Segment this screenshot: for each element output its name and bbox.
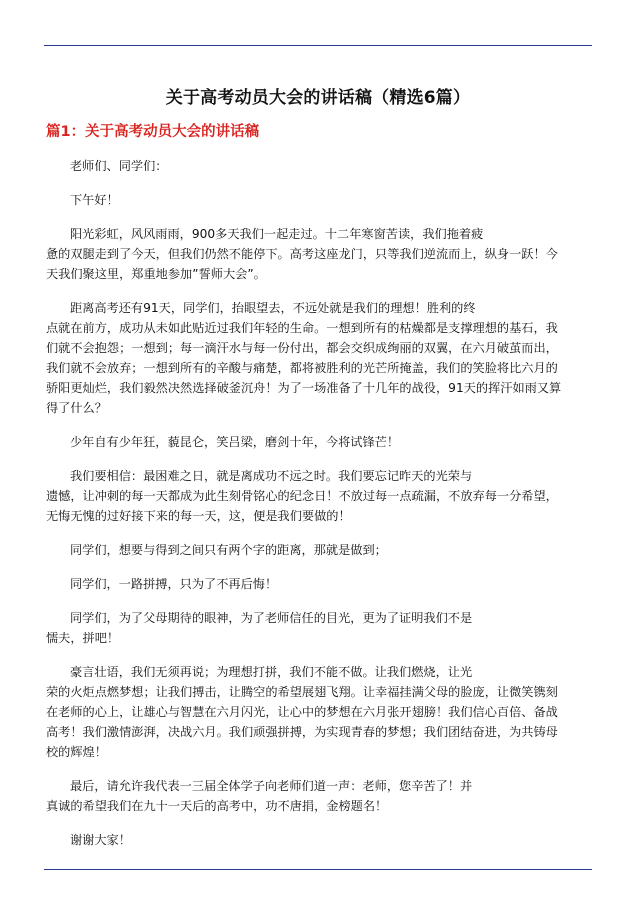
- paragraph-line: 距离高考还有91天，同学们，抬眼望去，不远处就是我们的理想！胜利的终: [70, 301, 476, 315]
- paragraph-line: 无悔无愧的过好接下来的每一天，这，便是我们要做的！: [46, 509, 351, 523]
- paragraph: [46, 190, 592, 210]
- paragraph-line: 骄阳更灿烂，我们毅然决然选择破釜沉舟！为了一场准备了十几年的战役，91天的挥汗如雨又算: [46, 381, 562, 395]
- paragraph-line: 得了什么？: [46, 401, 107, 415]
- paragraph-line: 同学们，为了父母期待的眼神，为了老师信任的目光，更为了证明我们不是: [70, 611, 473, 625]
- paragraph-line: 荣的火炬点燃梦想；让我们搏击，让腾空的希望展翅飞翔。让幸福挂满父母的脸庞，让微笑镌刻: [46, 685, 558, 699]
- section-title: 篇1：关于高考动员大会的讲话稿: [46, 124, 260, 140]
- paragraph: [46, 156, 592, 176]
- paragraph-line: 谢谢大家！: [70, 833, 131, 847]
- paragraph: [46, 830, 592, 850]
- paragraph-line: 惫的双腿走到了今天，但我们仍然不能停下。高考这座龙门，只等我们逆流而上，纵身一跃！今: [46, 247, 558, 261]
- paragraph: [46, 662, 592, 762]
- paragraph-line: 同学们，想要与得到之间只有两个字的距离，那就是做到；: [70, 543, 387, 557]
- paragraph-line: 最后，请允许我代表一三届全体学子向老师们道一声：老师，您辛苦了！并: [70, 779, 473, 793]
- paragraph-line: 在老师的心上，让雄心与智慧在六月闪光，让心中的梦想在六月张开翅膀！我们信心百倍、备战: [46, 705, 558, 719]
- paragraph: [46, 224, 592, 284]
- paragraph: [46, 540, 592, 560]
- paragraph-line: 高考！我们激情澎湃，决战六月。我们顽强拼搏，为实现青春的梦想；我们团结奋进，为共铸母: [46, 725, 558, 739]
- document-body: [46, 156, 592, 864]
- paragraph-line: 我们要相信：最困难之日，就是离成功不远之时。我们要忘记昨天的光荣与: [70, 469, 473, 483]
- document-title: 关于高考动员大会的讲话稿（精选6篇）: [165, 88, 471, 108]
- paragraph-line: 天我们聚这里，郑重地参加”誓师大会”。: [46, 267, 266, 281]
- paragraph-line: 我们就不会放弃；一想到所有的辛酸与痛楚，都将被胜利的光芒所掩盖，我们的笑脸将比六月的: [46, 361, 558, 375]
- paragraph: [46, 432, 592, 452]
- paragraph: [46, 466, 592, 526]
- paragraph: [46, 298, 592, 418]
- footer-rule: [44, 869, 592, 870]
- paragraph-line: 同学们，一路拼搏，只为了不再后悔！: [70, 577, 278, 591]
- paragraph-line: 下午好！: [70, 193, 119, 207]
- paragraph-line: 少年自有少年狂，藐昆仑，笑吕梁，磨剑十年，今将试锋芒！: [70, 435, 400, 449]
- paragraph: [46, 574, 592, 594]
- paragraph: [46, 776, 592, 816]
- paragraph: [46, 608, 592, 648]
- paragraph-line: 豪言壮语，我们无须再说；为理想打拼，我们不能不做。让我们燃烧，让光: [70, 665, 473, 679]
- paragraph-line: 们就不会抱怨；一想到；每一滴汗水与每一份付出，都会交织成绚丽的双翼，在六月破茧而出，: [46, 341, 558, 355]
- paragraph-line: 真诚的希望我们在九十一天后的高考中，功不唐捐，金榜题名！: [46, 799, 388, 813]
- paragraph-line: 懦夫，拼吧！: [46, 631, 120, 645]
- paragraph-line: 老师们、同学们：: [70, 159, 168, 173]
- paragraph-line: 阳光彩虹，风风雨雨，900多天我们一起走过。十二年寒窗苦读，我们拖着疲: [70, 227, 484, 241]
- header-rule: [44, 45, 592, 46]
- paragraph-line: 遗憾，让冲刺的每一天都成为此生刻骨铭心的纪念日！不放过每一点疏漏，不放弃每一分希望，: [46, 489, 558, 503]
- paragraph-line: 点就在前方，成功从未如此贴近过我们年轻的生命。一想到所有的枯燥都是支撑理想的基石，我: [46, 321, 558, 335]
- paragraph-line: 校的辉煌！: [46, 745, 107, 759]
